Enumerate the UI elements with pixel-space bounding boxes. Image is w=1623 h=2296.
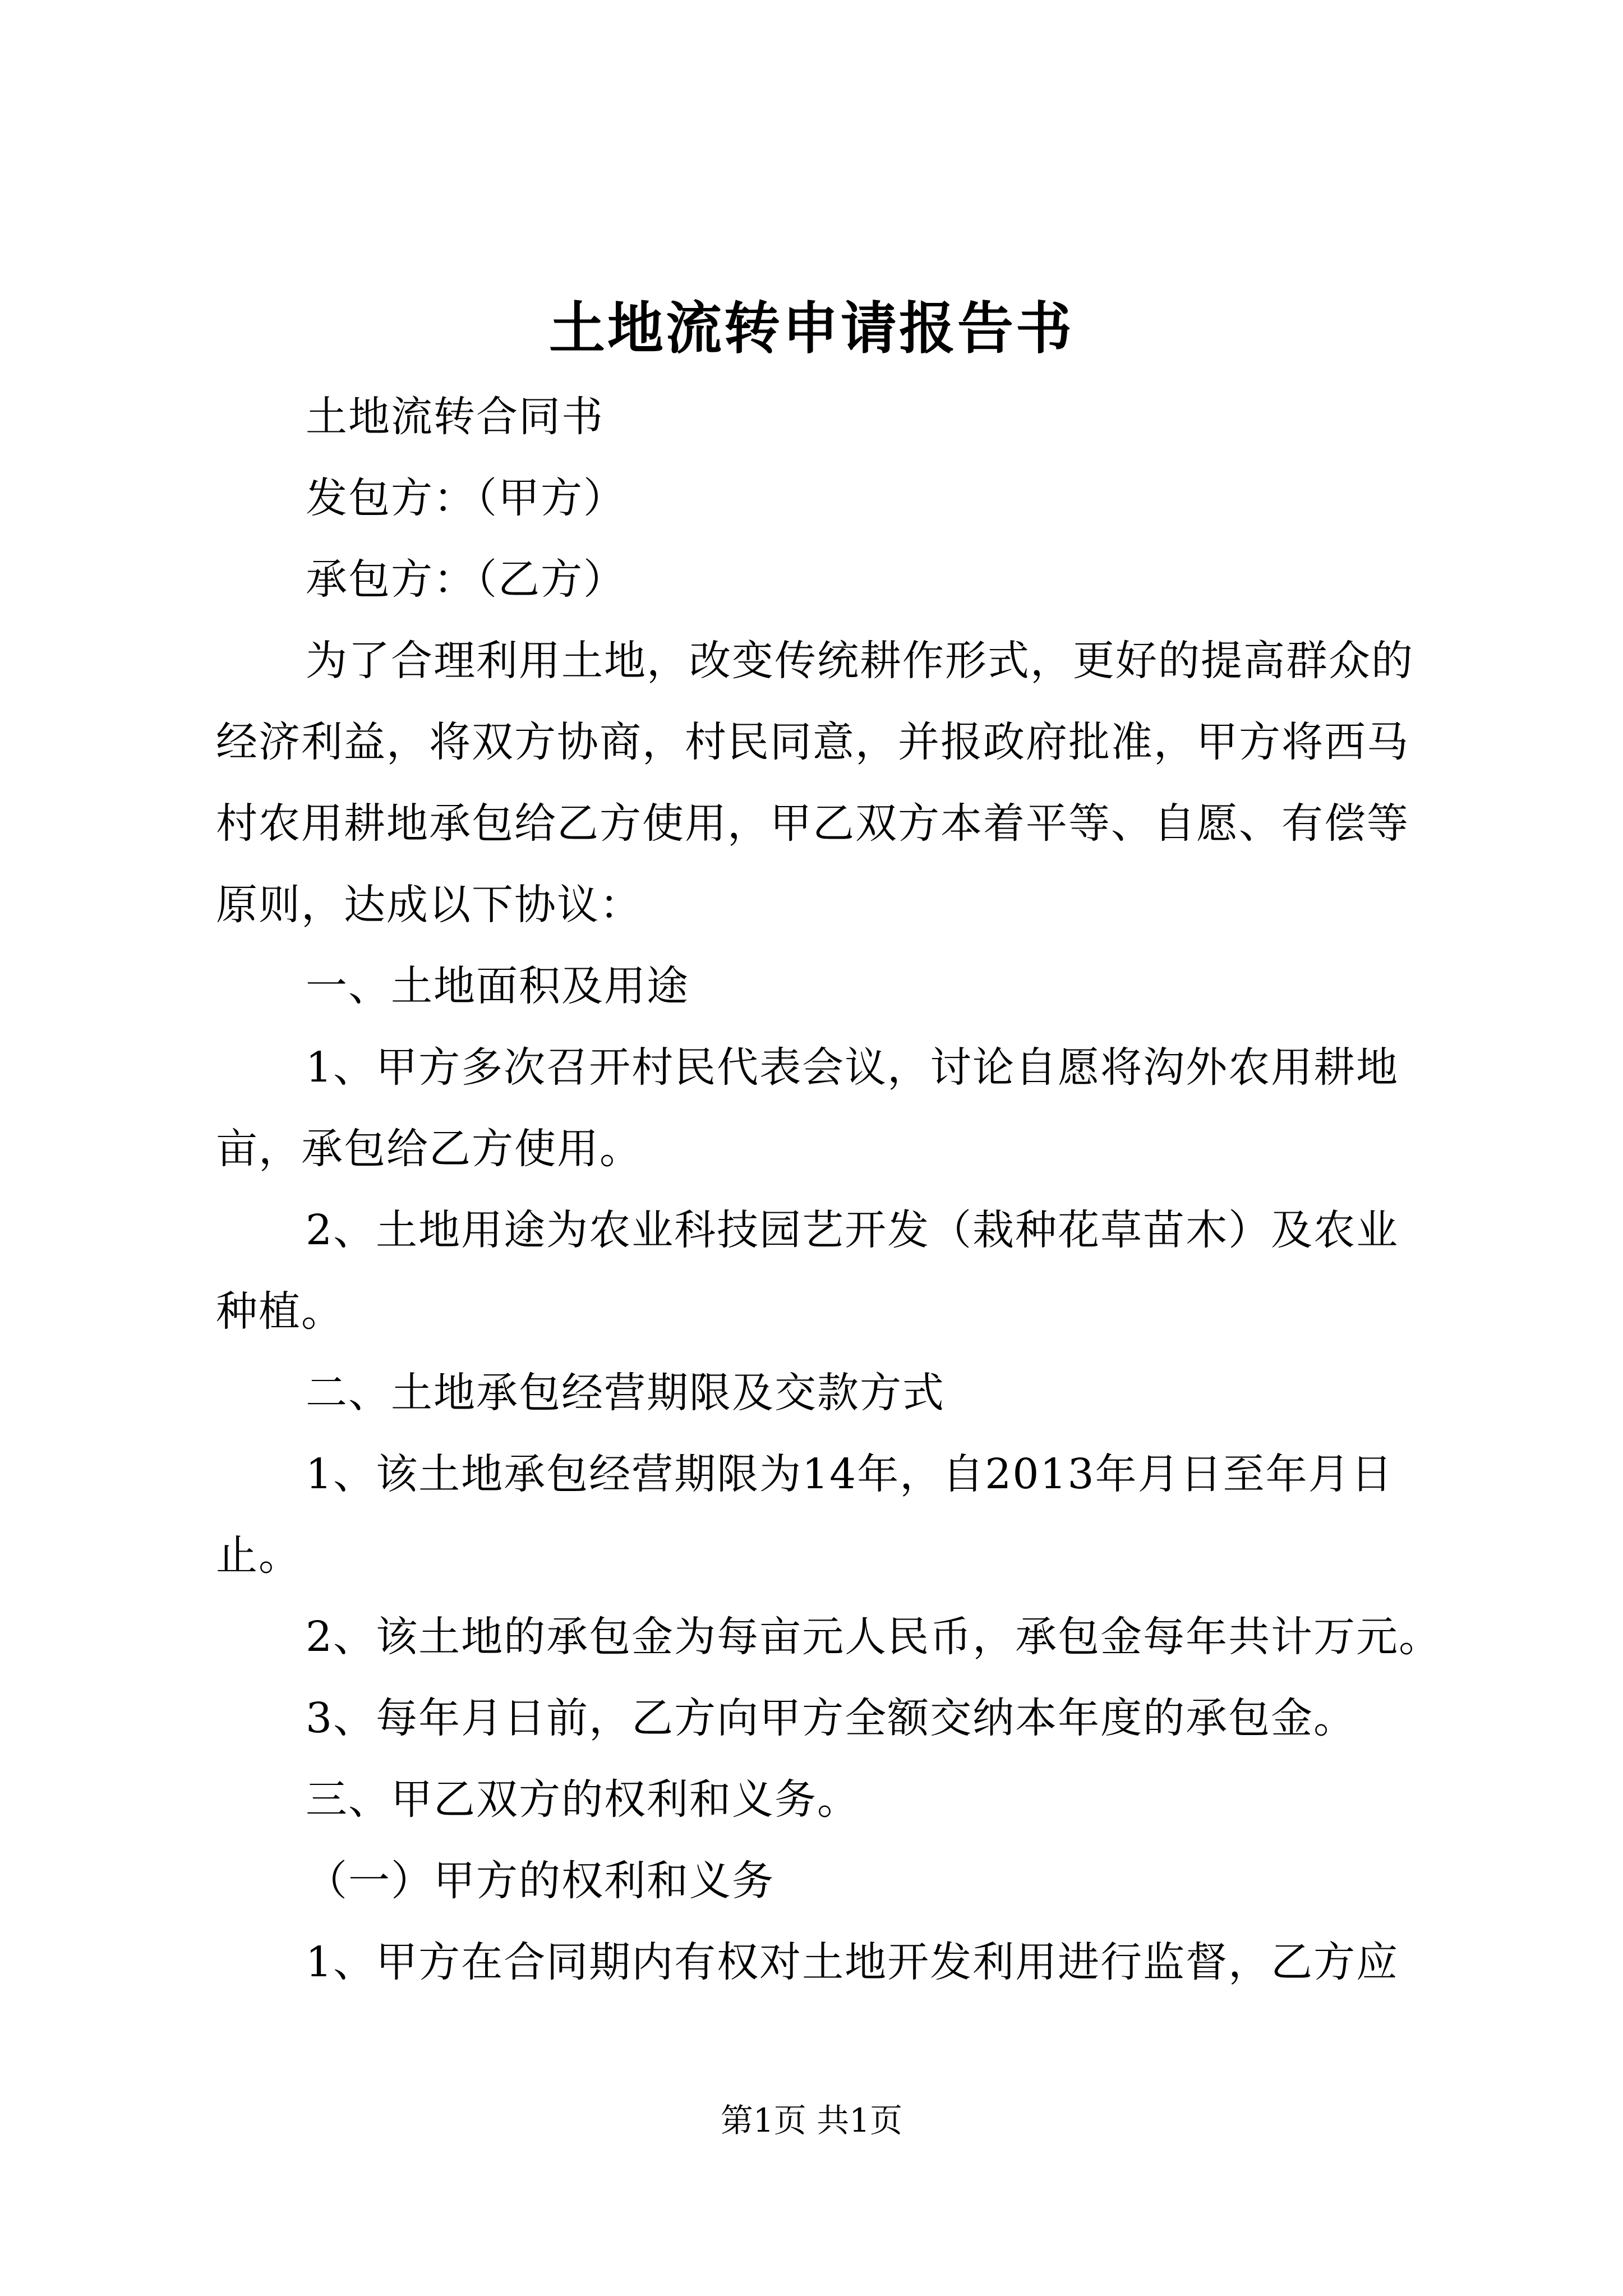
paragraph-line: 亩，承包给乙方使用。 xyxy=(216,1125,642,1173)
paragraph-line: 3、每年月日前，乙方向甲方全额交纳本年度的承包金。 xyxy=(306,1694,1357,1742)
paragraph-line: 二、土地承包经营期限及交款方式 xyxy=(306,1369,945,1417)
paragraph-line: 2、土地用途为农业科技园艺开发（栽种花草苗木）及农业 xyxy=(306,1206,1399,1254)
paragraph-line: 村农用耕地承包给乙方使用，甲乙双方本着平等、自愿、有偿等 xyxy=(216,799,1409,848)
paragraph-line: 一、土地面积及用途 xyxy=(306,962,689,1010)
paragraph-line: 原则，达成以下协议： xyxy=(216,881,642,929)
paragraph-line: 止。 xyxy=(216,1531,301,1580)
paragraph-line: 1、甲方在合同期内有权对土地开发利用进行监督，乙方应 xyxy=(306,1938,1399,1986)
paragraph-line: 土地流转合同书 xyxy=(306,393,604,441)
paragraph-line: 2、该土地的承包金为每亩元人民币，承包金每年共计万元。 xyxy=(306,1613,1442,1661)
document-title: 土地流转申请报告书 xyxy=(549,295,1074,361)
paragraph-line: 发包方：（甲方） xyxy=(306,474,626,522)
paragraph-line: （一）甲方的权利和义务 xyxy=(306,1857,774,1905)
page-footer: 第1页 共1页 xyxy=(720,2101,903,2139)
paragraph-line: 为了合理利用土地，改变传统耕作形式，更好的提高群众的 xyxy=(306,637,1414,685)
paragraph-line: 1、该土地承包经营期限为14年，自2013年月日至年月日 xyxy=(306,1450,1394,1498)
paragraph-line: 三、甲乙双方的权利和义务。 xyxy=(306,1775,860,1824)
paragraph-line: 承包方：（乙方） xyxy=(306,555,626,604)
paragraph-line: 经济利益，将双方协商，村民同意，并报政府批准，甲方将西马 xyxy=(216,718,1409,766)
paragraph-line: 种植。 xyxy=(216,1287,344,1336)
paragraph-line: 1、甲方多次召开村民代表会议，讨论自愿将沟外农用耕地 xyxy=(306,1043,1399,1092)
